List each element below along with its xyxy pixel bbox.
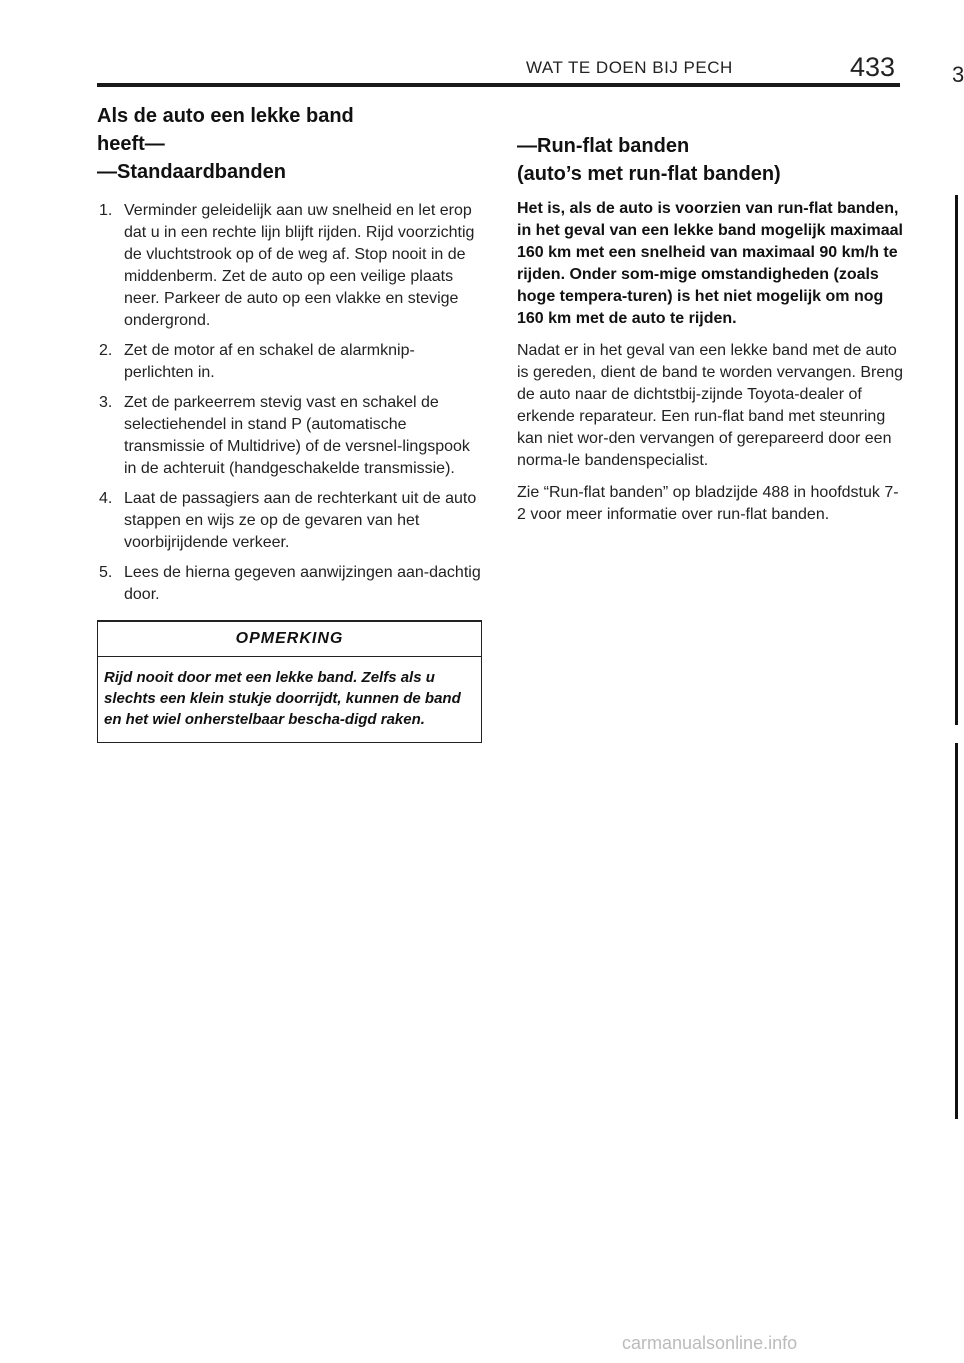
run-flat-heading (517, 132, 907, 188)
step-text: Zet de parkeerrem stevig vast en schakel de selectiehendel in stand P (automatische transmissie of Multidrive) of de versnel-lingspook in de achteruit (handgeschakelde transmissie). (124, 394, 470, 477)
step-item (97, 488, 482, 554)
header-section-title: WAT TE DOEN BIJ PECH (526, 58, 733, 77)
left-column (97, 102, 482, 743)
flat-tire-heading-line-1: Als de auto een lekke band (97, 105, 354, 127)
run-flat-heading-line-2: (auto’s met run-flat banden) (517, 163, 781, 185)
side-thumb-line-upper (955, 195, 958, 725)
side-thumb-line-lower (955, 743, 958, 1119)
step-text: Lees de hierna gegeven aanwijzingen aan-dachtig door. (124, 564, 481, 603)
step-number: 2. (99, 342, 113, 359)
flat-tire-heading (97, 102, 482, 158)
procedure-steps (97, 200, 482, 606)
step-item (97, 340, 482, 384)
flat-tire-heading-line-2: heeft— (97, 133, 165, 155)
step-text: Verminder geleidelijk aan uw snelheid en let erop dat u in een rechte lijn blijft rijden. Rijd voorzichtig de vluchtstrook op of de weg af. Stop nooit in de middenberm. Zet de auto op een veilige plaats neer. Parkeer de auto op een vlakke en stevige ondergrond. (124, 202, 475, 329)
step-item (97, 392, 482, 480)
notice-title: OPMERKING (235, 630, 344, 647)
notice-body: Rijd nooit door met een lekke band. Zelfs als u slechts een klein stukje doorrijdt, kunnen de band en het wiel onherstelbaar bescha-digd raken. (104, 669, 461, 728)
page-number: 433 (850, 52, 896, 82)
step-item (97, 200, 482, 332)
header-rule (97, 83, 900, 87)
notice-box (97, 620, 482, 743)
watermark-text: carmanualsonline.info (622, 1333, 798, 1353)
run-flat-paragraph-replacement: Nadat er in het geval van een lekke band met de auto is gereden, dient de band te worden vervangen. Breng de auto naar de dichtstbij-zijnde Toyota-dealer of erkende reparateur. Een run-flat band met steunring kan niet wor-den vervangen of gerepareerd door een norma-le bandenspecialist. (517, 342, 904, 469)
run-flat-paragraph-reference: Zie “Run-flat banden” op bladzijde 488 in hoofdstuk 7-2 voor meer informatie over run-flat banden. (517, 484, 899, 523)
step-number: 5. (99, 564, 113, 581)
standard-tires-subheading: —Standaardbanden (97, 161, 286, 183)
run-flat-heading-line-1: —Run-flat banden (517, 135, 690, 157)
run-flat-intro: Het is, als de auto is voorzien van run-flat banden, in het geval van een lekke band mogelijk maximaal 160 km met een snelheid van maximaal 90 km/h te rijden. Onder som-mige omstandigheden (zoals hoge tempera-turen) is het niet mogelijk om nog 160 km met de auto te rijden. (517, 200, 903, 327)
step-text: Zet de motor af en schakel de alarmknip-perlichten in. (124, 342, 415, 381)
right-column (517, 132, 907, 536)
step-text: Laat de passagiers aan de rechterkant uit de auto stappen en wijs ze op de gevaren van het voorbijrijdende verkeer. (124, 490, 477, 551)
step-number: 3. (99, 394, 113, 411)
step-number: 1. (99, 202, 113, 219)
step-number: 4. (99, 490, 113, 507)
edge-page-fragment: 3 (952, 62, 964, 87)
step-item (97, 562, 482, 606)
